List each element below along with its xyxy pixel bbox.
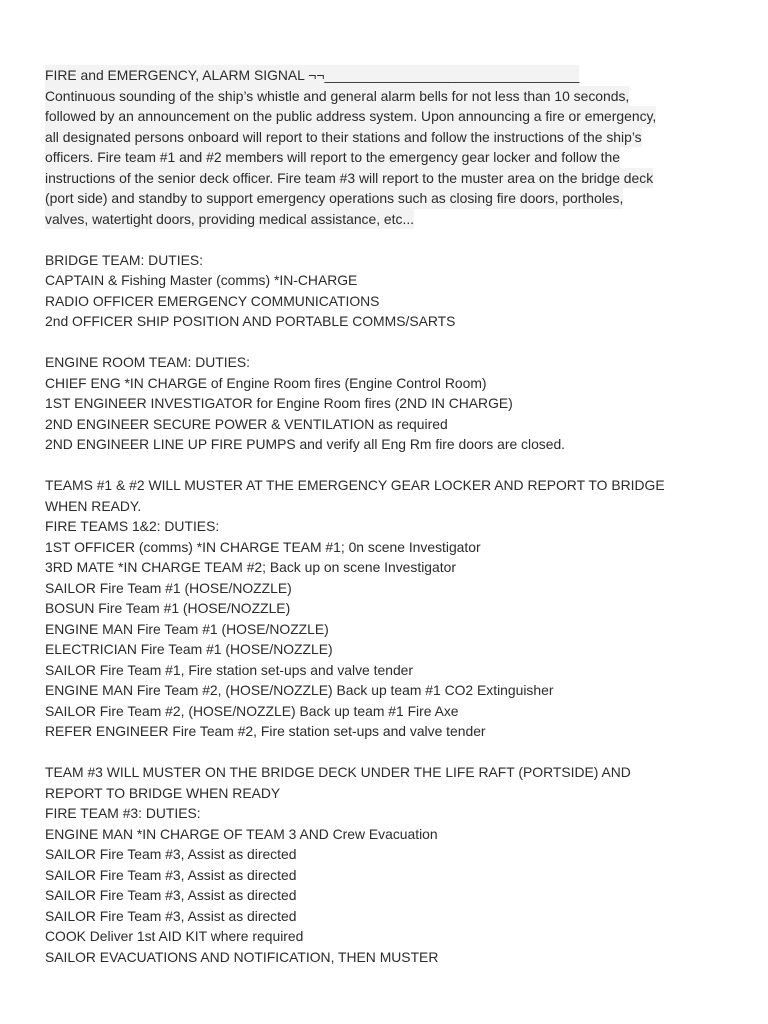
intro-text-line: officers. Fire team #1 and #2 members will report to the emergency gear locker and follow the: [45, 147, 620, 168]
duty-line: ELECTRICIAN Fire Team #1 (HOSE/NOZZLE): [45, 641, 333, 657]
intro-text-line: followed by an announcement on the public address system. Upon announcing a fire or emergency,: [45, 106, 656, 127]
duty-line: SAILOR Fire Team #3, Assist as directed: [45, 866, 297, 883]
duty-line: SAILOR Fire Team #3, Assist as directed: [45, 907, 297, 924]
intro-text-line: (port side) and standby to support emergency operations such as closing fire doors, portholes,: [45, 188, 623, 209]
muster-instruction-line: TEAM #3 WILL MUSTER ON THE BRIDGE DECK UNDER THE LIFE RAFT (PORTSIDE) AND: [45, 764, 631, 780]
duty-line: ENGINE MAN Fire Team #1 (HOSE/NOZZLE): [45, 620, 329, 637]
duty-line: 1ST ENGINEER INVESTIGATOR for Engine Room fires (2ND IN CHARGE): [45, 395, 513, 411]
duty-line: SAILOR Fire Team #1, Fire station set-ups and valve tender: [45, 661, 414, 678]
section-spacer: [45, 742, 735, 763]
section-spacer: [45, 455, 735, 476]
engine-room-team-section: [45, 352, 735, 455]
muster-instruction-line: TEAMS #1 & #2 WILL MUSTER AT THE EMERGENCY GEAR LOCKER AND REPORT TO BRIDGE: [45, 477, 665, 493]
fire-teams-1-2-heading: FIRE TEAMS 1&2: DUTIES:: [45, 518, 220, 534]
duty-line: BOSUN Fire Team #1 (HOSE/NOZZLE): [45, 600, 291, 616]
bridge-team-heading: BRIDGE TEAM: DUTIES:: [45, 251, 203, 268]
muster-instruction-line: WHEN READY.: [45, 497, 142, 514]
bridge-team-section: [45, 250, 735, 332]
duty-line: CHIEF ENG *IN CHARGE of Engine Room fires (Engine Control Room): [45, 374, 487, 391]
duty-line: 2ND ENGINEER LINE UP FIRE PUMPS and verify all Eng Rm fire doors are closed.: [45, 436, 566, 452]
duty-line: SAILOR Fire Team #1 (HOSE/NOZZLE): [45, 579, 292, 596]
intro-text-line: all designated persons onboard will report to their stations and follow the instructions of the ship’s: [45, 127, 642, 148]
fire-team-3-heading: FIRE TEAM #3: DUTIES:: [45, 805, 201, 821]
duty-line: RADIO OFFICER EMERGENCY COMMUNICATIONS: [45, 292, 380, 309]
section-spacer: [45, 229, 735, 250]
duty-line: COOK Deliver 1st AID KIT where required: [45, 928, 304, 944]
duty-line: ENGINE MAN *IN CHARGE OF TEAM 3 AND Crew Evacuation: [45, 825, 438, 842]
fire-teams-1-2-section: [45, 475, 735, 742]
intro-text-line: instructions of the senior deck officer. Fire team #3 will report to the muster area on the bridge deck: [45, 168, 653, 189]
fire-team-3-section: [45, 762, 735, 967]
duty-line: REFER ENGINEER Fire Team #2, Fire station set-ups and valve tender: [45, 723, 486, 739]
duty-line: 3RD MATE *IN CHARGE TEAM #2; Back up on scene Investigator: [45, 559, 456, 575]
muster-instruction-line: REPORT TO BRIDGE WHEN READY: [45, 784, 281, 801]
duty-line: SAILOR EVACUATIONS AND NOTIFICATION, THEN MUSTER: [45, 948, 439, 965]
duty-line: SAILOR Fire Team #3, Assist as directed: [45, 846, 297, 862]
document-page: [45, 65, 735, 967]
intro-text-line: valves, watertight doors, providing medical assistance, etc...: [45, 209, 414, 230]
duty-line: 2ND ENGINEER SECURE POWER & VENTILATION as required: [45, 415, 448, 432]
duty-line: CAPTAIN & Fishing Master (comms) *IN-CHARGE: [45, 272, 358, 288]
duty-line: ENGINE MAN Fire Team #2, (HOSE/NOZZLE) Back up team #1 CO2 Extinguisher: [45, 682, 554, 698]
duty-line: 2nd OFFICER SHIP POSITION AND PORTABLE COMMS/SARTS: [45, 313, 456, 329]
duty-line: 1ST OFFICER (comms) *IN CHARGE TEAM #1; 0n scene Investigator: [45, 538, 481, 555]
duty-line: SAILOR Fire Team #2, (HOSE/NOZZLE) Back up team #1 Fire Axe: [45, 702, 459, 719]
section-spacer: [45, 332, 735, 353]
alarm-signal-heading: FIRE and EMERGENCY, ALARM SIGNAL ¬¬_________________________________: [45, 65, 579, 86]
fire-emergency-intro-section: [45, 65, 735, 229]
duty-line: SAILOR Fire Team #3, Assist as directed: [45, 887, 297, 903]
intro-text-line: Continuous sounding of the ship’s whistle and general alarm bells for not less than 10 seconds,: [45, 86, 629, 107]
engine-room-team-heading: ENGINE ROOM TEAM: DUTIES:: [45, 354, 251, 370]
